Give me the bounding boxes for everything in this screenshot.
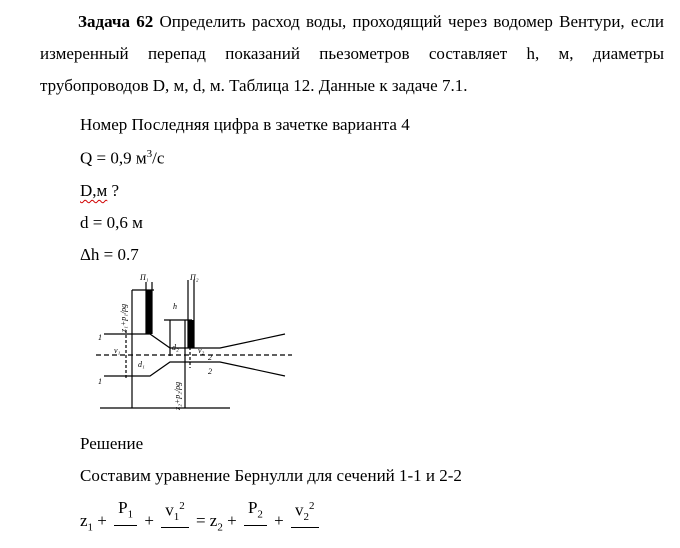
- formula-p1-sub: 1: [127, 508, 134, 521]
- task-title: Задача 62: [78, 12, 154, 31]
- label-z2-head: z₂+p₂/ρg: [173, 381, 182, 410]
- label-section1-bottom: 1: [98, 377, 102, 386]
- pipe-bottom-wall: [104, 362, 285, 376]
- formula-p2: P: [247, 498, 258, 518]
- venturi-diagram: [80, 272, 300, 422]
- formula-v1-sub: 1: [173, 511, 180, 524]
- label-section2-bottom: 2: [208, 367, 212, 376]
- formula-v1-pow: 2: [179, 500, 185, 512]
- formula-plus-4: +: [274, 510, 284, 530]
- piezo1-liquid: [146, 290, 152, 334]
- label-v2: v₂: [198, 346, 205, 355]
- label-d1: d₁: [138, 360, 145, 369]
- formula-p2-sub: 2: [257, 508, 263, 521]
- given-small-d: d = 0,6 м: [80, 213, 143, 232]
- formula-plus-1: +: [97, 510, 107, 530]
- formula-z1-sub: 1: [87, 521, 94, 534]
- label-h: h: [173, 302, 177, 311]
- label-z1-head: z₁+p₁/ρg: [119, 303, 128, 332]
- label-d2: d₂: [172, 343, 179, 352]
- fraction-p2: [244, 498, 267, 545]
- formula-z2: z: [209, 510, 218, 530]
- label-piezo1: П₁: [140, 273, 149, 282]
- solution-heading: Решение: [80, 434, 144, 453]
- task-text: Определить расход воды, проходящий через водомер Вентури, если измеренный перепад показаний пьезометров составляет h, м, диаметры трубопроводов D, м, d, м. Таблица 12. Данные к задаче 7.1.: [40, 12, 665, 95]
- fraction-v1: [161, 496, 189, 548]
- label-section2-top: 2: [208, 353, 212, 362]
- bernoulli-equation: [80, 496, 322, 548]
- given-big-d-label: D,м: [80, 181, 108, 200]
- bernoulli-line: Составим уравнение Бернулли для сечений 1-1 и 2-2: [80, 466, 462, 485]
- fraction-v2: [291, 496, 319, 548]
- given-delta-h: Δh = 0.7: [80, 245, 139, 264]
- label-section1-top: 1: [98, 333, 102, 342]
- formula-plus-2: +: [144, 510, 154, 530]
- formula-z1: z: [80, 510, 88, 530]
- formula-v2-pow: 2: [309, 500, 315, 512]
- given-big-d: [80, 181, 119, 201]
- given-q-power: 3: [146, 148, 153, 160]
- given-q-prefix: Q = 0,9 м: [80, 148, 147, 168]
- given-q: [80, 148, 164, 169]
- formula-plus-3: +: [227, 510, 237, 530]
- given-q-suffix: /с: [152, 148, 165, 168]
- formula-v1: v: [165, 500, 174, 520]
- given-big-d-value: ?: [107, 181, 120, 200]
- label-piezo2: П₂: [190, 273, 199, 282]
- formula-z2-sub: 2: [217, 521, 223, 534]
- formula-v2-sub: 2: [303, 511, 309, 524]
- formula-p1: P: [118, 498, 128, 518]
- fraction-p1: [114, 498, 137, 545]
- formula-v2: v: [295, 500, 304, 520]
- label-v1: v₁: [114, 346, 121, 355]
- task-paragraph: [40, 6, 664, 102]
- formula-equals: =: [195, 510, 206, 530]
- piezo2-liquid: [188, 320, 194, 348]
- variant-line: Номер Последняя цифра в зачетке варианта 4: [80, 115, 410, 134]
